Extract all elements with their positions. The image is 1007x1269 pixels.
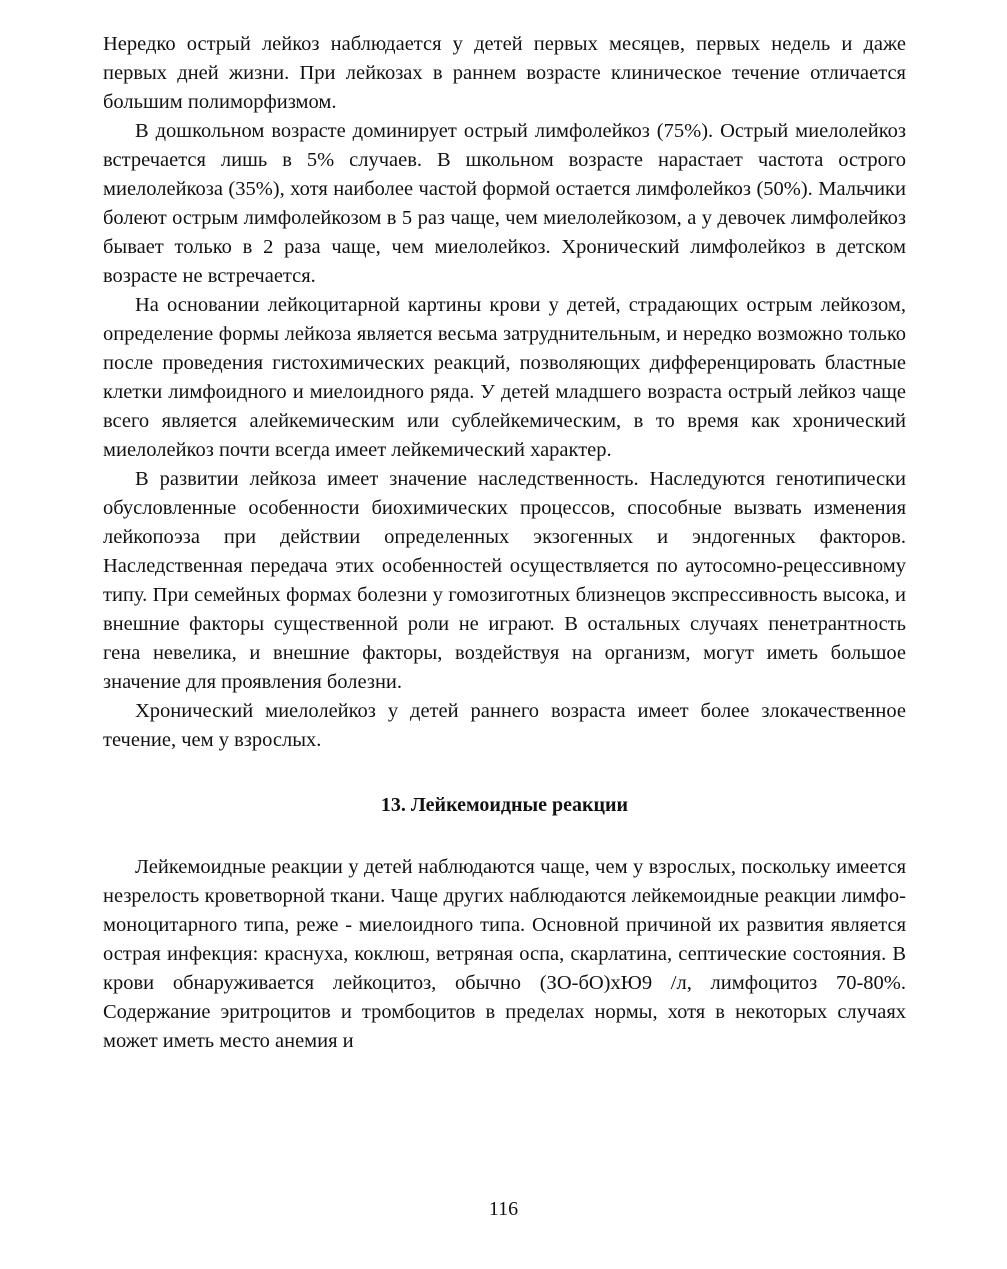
document-page (103, 30, 906, 1056)
paragraph-3: На основании лейкоцитарной картины крови у детей, страдающих острым лейкозом, определение формы лейкоза является весьма затруднительным, и нередко возможно только после проведения гистохимических реакций, позволяющих дифференцировать бластные клетки лимфоидного и миелоидного ряда. У детей младшего возраста острый лейкоз чаще всего является алейкемическим или сублейкемическим, в то время как хронический миелолейкоз почти всегда имеет лейкемический характер. (103, 294, 906, 461)
paragraph-5: Хронический миелолейкоз у детей раннего возраста имеет более злокачественное течение, чем у взрослых. (103, 700, 906, 751)
section-paragraph: Лейкемоидные реакции у детей наблюдаются чаще, чем у взрослых, поскольку имеется незрелость кроветворной ткани. Чаще других наблюдаются лейкемоидные реакции лимфо-моноцитарного типа, реже - миелоидного типа. Основной причиной их развития является острая инфекция: краснуха, коклюш, ветряная оспа, скарлатина, септические состояния. В крови обнаруживается лейкоцитоз, обычно (ЗО-бО)хЮ9 /л, лимфоцитоз 70-80%. Содержание эритроцитов и тромбоцитов в пределах нормы, хотя в некоторых случаях может иметь место анемия и (103, 856, 906, 1052)
paragraph-4: В развитии лейкоза имеет значение наследственность. Наследуются генотипически обусловленные особенности биохимических процессов, способные вызвать изменения лейкопоэза при действии определенных экзогенных и эндогенных факторов. Наследственная передача этих особенностей осуществляется по аутосомно-рецессивному типу. При семейных формах болезни у гомозиготных близнецов экспрессивность высока, и внешние факторы существенной роли не играют. В остальных случаях пенетрантность гена невелика, и внешние факторы, воздействуя на организм, могут иметь большое значение для проявления болезни. (103, 468, 906, 693)
paragraph-1: Нередко острый лейкоз наблюдается у детей первых месяцев, первых недель и даже первых дней жизни. При лейкозах в раннем возрасте клиническое течение отличается большим полиморфизмом. (103, 33, 906, 113)
paragraph-2: В дошкольном возрасте доминирует острый лимфолейкоз (75%). Острый миелолейкоз встречается лишь в 5% случаев. В школьном возрасте нарастает частота острого миелолейкоза (35%), хотя наиболее частой формой остается лимфолейкоз (50%). Мальчики болеют острым лимфолейкозом в 5 раз чаще, чем миелолейкозом, а у девочек лимфолейкоз бывает только в 2 раза чаще, чем миелолейкоз. Хронический лимфолейкоз в детском возрасте не встречается. (103, 120, 906, 287)
page-number: 116 (488, 1198, 519, 1220)
section-heading: 13. Лейкемоидные реакции (380, 794, 629, 816)
